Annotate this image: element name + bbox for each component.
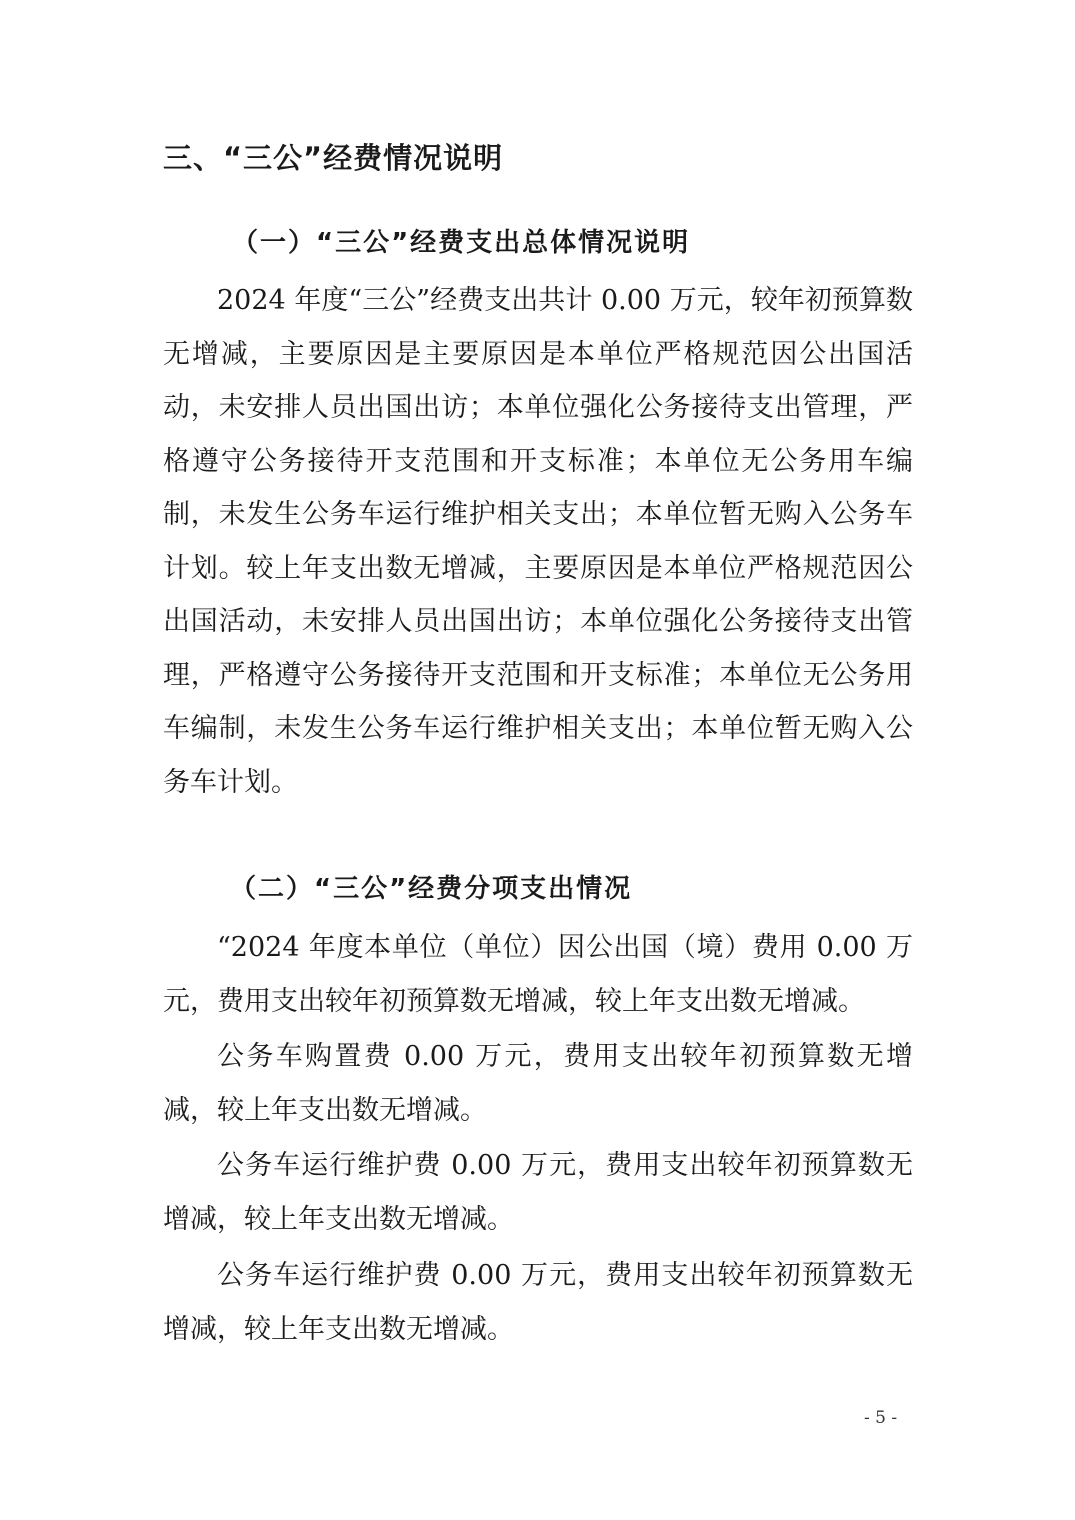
subsection-title-2: （二）“三公”经费分项支出情况	[230, 874, 633, 904]
section-title: 三、“三公”经费情况说明	[163, 141, 504, 175]
page-number: - 5 -	[864, 1408, 898, 1428]
item-paragraph-vehicle-maintenance: 公务车运行维护费 0.00 万元，费用支出较年初预算数无增减，较上年支出数无增减。	[163, 1150, 913, 1235]
item-paragraph-vehicle-maintenance-repeat: 公务车运行维护费 0.00 万元，费用支出较年初预算数无增减，较上年支出数无增减。	[163, 1260, 913, 1345]
overall-paragraph: 2024 年度“三公”经费支出共计 0.00 万元，较年初预算数无增减，主要原因是主要原因是本单位严格规范因公出国活动，未安排人员出国出访；本单位强化公务接待支出管理，严格遵守公务接待开支范围和开支标准；本单位无公务用车编制，未发生公务车运行维护相关支出；本单位暂无购入公务车计划。较上年支出数无增减，主要原因是本单位严格规范因公出国活动，未安排人员出国出访；本单位强化公务接待支出管理，严格遵守公务接待开支范围和开支标准；本单位无公务用车编制，未发生公务车运行维护相关支出；本单位暂无购入公务车计划。	[163, 285, 913, 798]
item-paragraph-overseas: “2024 年度本单位（单位）因公出国（境）费用 0.00 万元，费用支出较年初预算数无增减，较上年支出数无增减。	[163, 932, 913, 1017]
item-paragraph-vehicle-purchase: 公务车购置费 0.00 万元，费用支出较年初预算数无增减，较上年支出数无增减。	[163, 1041, 913, 1126]
subsection-title-1: （一）“三公”经费支出总体情况说明	[232, 228, 691, 258]
